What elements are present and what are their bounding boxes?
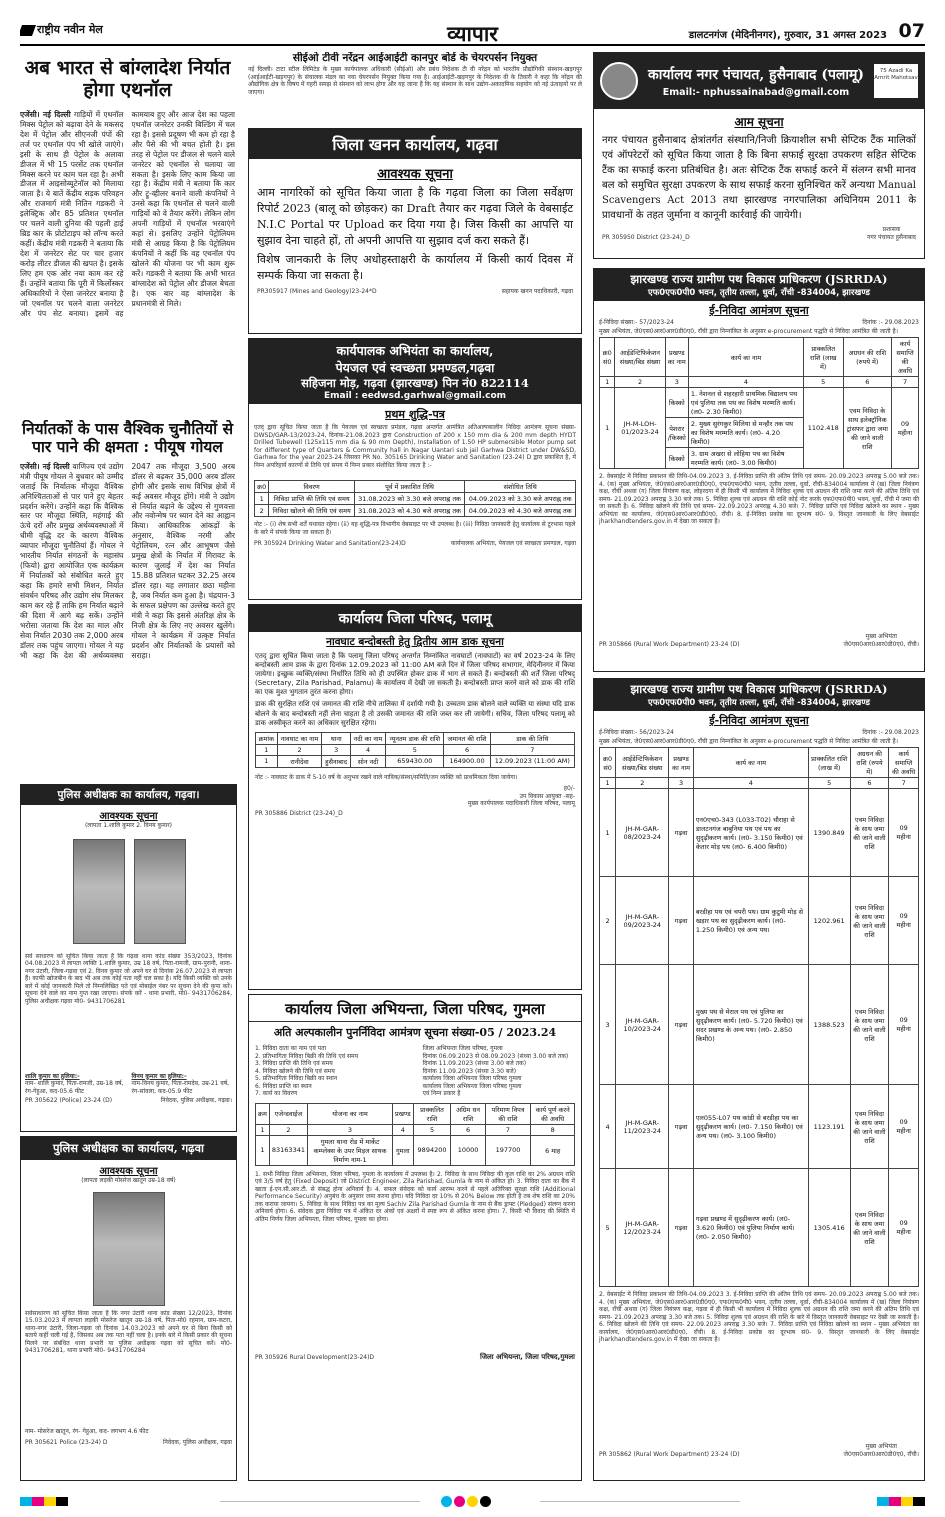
tender-info xyxy=(249,1043,581,1100)
nagar-panchayat-notice xyxy=(593,52,925,259)
color-squares-left xyxy=(20,1494,68,1510)
table-header-row: क्र0 सं0 आईडेन्टिफिकेशन संख्या/बिड संख्या प्रखण्ड का नाम कार्य का नाम प्राक्कलित राशि (लाख में) अग्रधन की राशि (रुपये में) कार्य समाप्ति की अवधि xyxy=(600,748,919,778)
paper-name: राष्ट्रीय नवीन मेल xyxy=(20,22,103,37)
magenta-swatch-icon xyxy=(32,1497,44,1506)
magenta-swatch-icon xyxy=(889,1497,901,1506)
section-title: व्यापार xyxy=(447,21,498,46)
story-ethanol xyxy=(20,58,235,410)
notice-title: अति अल्पकालीन पुनर्निविदा आमंत्रण सूचना संख्या-05 / 2023.24 xyxy=(273,1026,557,1039)
email-link: Email : eedwsd.garhwal@gmail.com xyxy=(323,391,507,401)
notice-title: ई-निविदा आमंत्रण सूचना xyxy=(709,304,809,317)
table-row: पेशरार /किस्को 2. मुख्य सुरंगकुर मिलिया से मन्हौर तक पथ का विशेष मरम्मति कार्य। (ल0- 4.20 किमी0) xyxy=(600,418,919,448)
signatory: कार्यपालक अभियंता, पेयजल एवं स्वच्छता प्रमण्डल, गढ़वा xyxy=(450,540,576,547)
notice-footer xyxy=(594,226,924,241)
office-header: झारखण्ड राज्य ग्रामीण पथ विकास प्राधिकरण (JSRRDA) एफ0एफ0पी0 भवन, तृतीय तल्ला, धुर्वा, राँची -834004, झारखण्ड xyxy=(594,269,924,301)
description-2: विनय कुमार का हुलिया:- नाम-विनय कुमार, पिता-रामदेव, उम्र-21 वर्ष, रंग-सांवला, कद-05.9 फीट xyxy=(131,1072,230,1095)
email-link: Email:- nphussainabad@gmail.com xyxy=(662,86,850,98)
table-row: 3 JH-M-GAR-10/2023-24 गढ़वा मुख्य पथ से मेराल पथ एवं पुलिया का सुदृढ़ीकरण कार्य। (ल0- 5.720 किमी0) एवं सदर प्रखण्ड के अन्य पथ। (ल0- 2.850 किमी0) 1388.523 एवम निविदा के साथ जमा की जाने वाली राशि 09 महीना xyxy=(600,965,919,1085)
divider xyxy=(540,1501,740,1502)
story-body: एजेंसी। नई दिल्ली वाणिज्य एवं उद्योग मंत्री पीयूष गोयल ने बुधवार को उम्मीद जताई कि निर्यातक मौजूदा वैश्विक अनिश्चितताओं से पार पाने हुए बेहतर प्रदर्शन करेंगे। उन्होंने कहा कि वैश्विक स्तर पर मौजूदा स्थिति, महंगाई की ऊंचे दरों और प्रमुख अर्थव्यवस्थाओं में धीमी वृद्धि दर के कारण वैश्विक व्यापार मौजूदा चुनौतियां हैं। गोयल ने भारतीय निर्यात संगठनों के महासंघ (फियो) द्वारा आयोजित एक कार्यक्रम में निर्यातकों को संबोधित करते हुए कहा कि हमारे सभी मिशन, निर्यात संवर्धन परिषद और उद्योग संघ मिलकर काम कर रहे हैं ताकि हम निर्यात बढ़ाने की दिशा में आगे बढ़ सकें। उन्होंने भरोसा जताया कि देश का माल और सेवा निर्यात 2030 तक 2,000 अरब डॉलर तक पहुंच जाएगा। गोयल ने यह भी कहा कि देश की अर्थव्यवस्था 2047 तक मौजूदा 3,500 अरब डॉलर से बढ़कर 35,000 अरब डॉलर होगी और इसके साथ विभिन्न क्षेत्रों में कई अवसर मौजूद होंगे। मंत्री ने उद्योग से निर्यात बढ़ाने के उद्देश्य से गुणवत्ता और नवोन्मेष पर ध्यान देने का आह्वान किया। आधिकारिक आंकड़ों के अनुसार, वैश्विक नरमी और पेट्रोलियम, रत्न और आभूषण जैसे प्रमुख क्षेत्रों के निर्यात में गिरावट के कारण जुलाई में देश का निर्यात 15.88 प्रतिशत घटकर 32.25 अरब डॉलर रहा। यह लगातार छठा महीना है, जब निर्यात कम हुआ है। चंद्रयान-3 के सफल प्रक्षेपण का उल्लेख करते हुए मंत्री ने कहा कि इससे अंतरिक्ष क्षेत्र के निजी क्षेत्र के लिए नए अवसर खुलेंगे। गोयल ने कार्यक्रम में उत्कृष्ट निर्यात प्रदर्शन और निर्यातकों के प्रयासों को सराहा। xyxy=(20,461,235,661)
table-header-row: क्र0 विवरण पूर्व में प्रकाशित तिथि संशोधित तिथि xyxy=(255,481,576,493)
divider xyxy=(220,1501,420,1502)
notice-body: नगर पंचायत हुसैनाबाद क्षेत्रांतर्गत संस्थानि/निजी क्रियाशील सभी सेप्टिक टैंक मालिकों एवं ऑपरेटरों को सूचित किया जाता है कि बिना सफाई सुरक्षा उपकरण सहित सेप्टिक टैंक का सफाई करना प्रतिबंधित है। अतः सेप्टिक टैंक सफाई करने में संलग्न सभी मानव बल को समुचित सुरक्षा उपकरण के साथ सफाई करना सुनिश्चित करें अन्यथा Manual Scavengers Act 2013 तथा झारखण्ड नगरपालिका अधिनियम 2011 के प्रावधानों के तहत जुर्माना व कानूनी कार्रवाई की जायेगी। xyxy=(602,135,916,221)
tender-number: ई-निविदा संख्या:- 56/2023-24 xyxy=(599,729,674,736)
story-goyal xyxy=(20,420,235,780)
notice-body-2: विशेष जानकारी के लिए अधोहस्ताक्षरी के कार्यालय में किसी कार्य दिवस में सम्पर्क किया जा सकता है। xyxy=(257,252,573,282)
tender-terms: 2. वेबसाईट में निविदा प्रकाशन की तिथि-04.09.2023 3. ई-निविदा प्राप्ति की अंतिम तिथि एवं समय- 20.09.2023 अपराह्न 5.00 बजे तक। 4. (क) मुख्य अभियंता, जे0एस0आर0आर0डी0ए0, एफ0एफ0पी0 भवन, तृतीय तल्ला, धुर्वा, राँची-834004 कार्यालय में (ख) जिला नियंत्रण कक्ष, राँची अथवा (ग) जिला नियंत्रण कक्ष, लोहरदगा में ही किसी भी कार्यालय में निविदा शुल्क एवं अग्रधन की राशि जमा करने की अंतिम तिथि एवं समय- 21.09.2023 अपराह्न 3.30 बजे तक। 5. निविदा शुल्क एवं अग्रधन की राशि कोई नोट करके एफ0एफ0पी0 भवन, धुर्वा, राँची में जमा की जा सकती है। 6. निविदा खोलने की तिथि एवं समय- 22.09.2023 अपराह्न 4.30 बजे। 7. निविदा प्राप्ति एवं निविदा खोलने का स्थान - मुख्य अभियंता का कार्यालय, जे0एस0आर0आर0डी0ए0, राँची। 8. ई-निविदा प्रकोष्ठ का दूरभाष सं0- 9. विस्तृत जानकारी के लिए वेबसाईट jharkhandtenders.gov.in में देखा जा सकता है। xyxy=(599,473,919,525)
ref-code: PR 305924 Drinking Water and Sanitation(23-24)D xyxy=(254,540,406,547)
police-notice-2 xyxy=(20,1136,237,1481)
cyan-swatch-icon xyxy=(20,1497,32,1506)
tender-date: दिनांक :- 29.08.2023 xyxy=(862,729,919,736)
gumla-tender-notice xyxy=(248,994,582,1481)
tender-number: ई-निविदा संख्या:- 57/2023-24 xyxy=(599,319,674,326)
info-row: 7. कार्य का विवरण एवं निम्न प्रकार है xyxy=(255,1090,461,1097)
notice-body: एतद् द्वारा सूचित किया जाता है कि पेयजल एवं स्वच्छता प्रमंडल, गढ़वा अन्तर्गत आमंत्रित अतिअल्पकालीन निविदा आमंत्रण सूचना संख्या-DWSD/GAR-13/2023-24, दिनांक-21.08.2023 द्वारा Construction of 200 x 150 mm dia & 200 mm depth HYDT Drilled Tubewell (125x115 mm dia & 90 mm Depth), Installation of 1.50 HP submersible Motor pump set for different type of Quarters & Community hall in Nagar Uantari sub jail Garhwa District under DW&SD, Garhwa for the year 2023-24 जिसका PR No. 305165 Drinking Water and Sanitation (23-24) D द्वारा प्रकाशित है, में निम्न अपरिहार्य कारणों से तिथि एवं समय में निम्न प्रकार संशोधित किया जाता है :- xyxy=(254,424,576,469)
notice-footer xyxy=(594,1443,924,1458)
tender-intro: मुख्य अभियंता, जे0एस0आर0आर0डी0ए0, राँची द्वारा निम्नांकित के अनुसार e-procurement पद्धति से निविदा आमंत्रित की जाती है। xyxy=(599,737,898,745)
story-body: एजेंसी। नई दिल्ली गाड़ियों में एथनॉल मिक्स पेट्रोल को बढ़ावा देने के मकसद देश में पेट्रोल और सीएनजी पंपों की तर्ज पर एथनॉल पंप भी खोले जाएंगे। इसी के साथ ही पेट्रोल के अलावा डीजल में भी 15 परसेंट तक एथनॉल मिक्स करने पर काम चल रहा है। अभी डीजल में आइसोब्यूटेनॉल को मिलाया जाता है। ये बातें केंद्रीय सड़क परिवहन और राजमार्ग मंत्री नितिन गडकरी ने इलेक्ट्रिक और 85 प्रतिशत एथनॉल पर चलने वाली दुनिया की पहली हाई ब्रिड कार के प्रोटोटाइप को लॉन्च करते कहीं। केंद्रीय मंत्री गडकरी ने बताया कि देश में जनरेटर सेट पर चार हजार करोड़ लीटर डीजल की खपत है। इसके लिए हम एक ओर नया काम कर रहे हैं। उन्होंने बताया कि पूरी में किर्लोस्कर अधिकारियों ने ऐसा जनरेटर बनाया है जो एथनॉल पर चलने वाला जनरेटर और पंप सेट बनाया। इसमें वह कामयाब हुए और आज देश का पहला एथनॉल जनरेटर उनकी बिल्डिंग में चल रहा है। इससे प्रदूषण भी कम हो रहा है और पैसे की भी बचत होती है। इस तरह से पेट्रोल पर डीजल से चलने वाले जनरेटर को एथनॉल से चलाया जा सकता है। इसके लिए काम किया जा रहा है। केंद्रीय मंत्री ने बताया कि कार और ट्रू-व्हीलर बनाने वाली कंपनियों ने उनसे कहा कि एथनॉल से चलने वाली गाड़ियों को वे तैयार करेंगे। लेकिन लोग अपनी गाड़ियों में एथनॉल भरवाएंगे कहां से। इसलिए उन्होंने पेट्रोलियम मंत्री से आग्रह किया है कि पेट्रोलियम कंपनियों ने कहीं कि वह एथनॉल पंप खोलने की योजना पर भी काम शुरू करें। गडकरी ने बताया कि अभी भारत बांग्लादेश को पेट्रोल और डीजल बेचता है। एक बार वह बांग्लादेश के प्रधानमंत्री से मिले। xyxy=(20,109,235,319)
story-headline: निर्यातकों के पास वैश्विक चुनौतियों से पार पाने की क्षमता : पीयूष गोयल xyxy=(21,420,234,456)
ref-code: PR 305622 (Police) 23-24 (D) xyxy=(25,1097,113,1104)
signatory: मुख्य अभियंता जे0एस0आर0आर0डी0ए0, राँची। xyxy=(843,1443,919,1458)
office-title: पुलिस अधीक्षक का कार्यालय, गढ़वा xyxy=(21,1137,236,1160)
description: नाम- मोसरेज खातून, रंग- गेहुआ, कद- लगभग 4.6 फीट xyxy=(25,1427,149,1435)
tender-terms: 1. सभी निविदा जिला अभियन्ता, जिला परिषद, गुमला के कार्यालय में उपलब्ध है। 2. निविदा के साथ निविदा की कुल राशि का 2% अग्रधन राशि एवं 3/5 वर्ष हेतु (Fixed Deposit) जो District Engineer, Zila Parishad, Gumla के नाम से अंकित हो। 3. निविदा दाता का बैंक में खाता ई-एन.सी.आर.टी. से संबद्ध होना अनिवार्य है। 4. सफल संवेदक को कार्य आरम्भ करने से पहले अतिरिक्त सुरक्षा राशि (Additional Performance Security) अनुबंध के अनुसार जमा करना होगा। यदि निविदा दर 10% से 20% Below तक होती है तब शेष राशि का 20% तक कराया जायगा। 5. निविदा के साथ निविदा पत्र का मूल्य Sachiv Zila Parishad Gumla के नाम से बैंक ड्राफ्ट (Pledged) संलग्न करना अनिवार्य होगा। 6. संवेदक द्वारा निविदा पत्र में अंकित दर अंकों एवं अक्षरों में स्पष्ट रूप से अंकित करना होगा। 7. किसी भी विवाद की स्थिति में अंतिम निर्णय जिला अभियन्ता, जिला परिषद, गुमला का होगा। xyxy=(255,1170,575,1223)
table-row: 5 JH-M-GAR-12/2023-24 गढ़वा गढ़वा प्रखण्ड में सुदृढ़ीकरण कार्य। (ल0- 3.620 किमी0) एवं पुलिया निर्माण कार्य। (ल0- 2.050 किमी0) 1305.416 एवम निविदा के साथ जमा की जाने वाली राशि 09 महीना xyxy=(600,1169,919,1287)
notice-title: आवश्यक सूचना xyxy=(99,1166,158,1177)
notice-title: प्रथम शुद्धि-पत्र xyxy=(385,408,445,421)
notice-footer xyxy=(249,538,581,550)
signatory: ह0/- उप विकास आयुक्त -सह- मुख्य कार्यपालक पदाधिकारी जिला परिषद, पलामू xyxy=(467,785,575,808)
notice-title: आवश्यक सूचना xyxy=(377,167,453,182)
eedws-corrigendum xyxy=(248,338,582,600)
cyan-swatch-icon xyxy=(877,1497,889,1506)
description-row xyxy=(21,1071,236,1098)
dateline: डालटनगंज (मेदिनीनगर), गुरुवार, 31 अगस्त 2023 xyxy=(688,30,887,41)
story-headline: सीईओ टीवी नरेंद्रन आईआईटी कानपुर बोर्ड के चेयरपर्सन नियुक्त xyxy=(292,52,538,64)
info-row: 1. निविदा दाता का नाम एवं पता जिला अभियन्ता जिला परिषद, गुमला xyxy=(255,1045,503,1052)
office-header: झारखण्ड राज्य ग्रामीण पथ विकास प्राधिकरण (JSRRDA) एफ0एफ0पी0 भवन, तृतीय तल्ला, धुर्वा, राँची -834004, झारखण्ड xyxy=(594,679,924,711)
office-header xyxy=(594,53,924,109)
table-row: 1 JH-M-LOH-01/2023-24 किस्को 1. नेशनल से शहरहारी प्राथमिक विद्यालय पथ एवं पुलिया तक पथ का विशेष मरम्मति कार्य। (ल0- 2.30 किमी0) 1102.418 एवम निविदा के साथ इलेक्ट्रॉनिक ट्रांसफर द्वारा जमा की जाने वाली राशि 09 महीना xyxy=(600,388,919,418)
missing-person-photo-2 xyxy=(134,839,186,944)
notice-footer xyxy=(21,1097,236,1105)
notice-title: आवश्यक सूचना xyxy=(99,811,158,822)
photo-row xyxy=(21,1188,236,1310)
missing-person-photo-1 xyxy=(73,839,125,944)
signatory: प्रशासक नगर पंचायत हुसैनाबाद xyxy=(867,226,916,241)
info-row: 5. प्रतिभागिता निविदा बिक्री का स्थान कार्यालय जिला अभियन्ता जिला परिषद गुमला xyxy=(255,1075,522,1082)
table-row: किस्को 3. ग्राम अखरा से लोहिया पथ का विशेष मरम्मति कार्य। (ल0- 3.00 किमी0) xyxy=(600,448,919,469)
ref-code: PR 305926 Rural Development(23-24)D xyxy=(255,1354,375,1362)
ref-code: PR 305866 (Rural Work Department) 23-24 (D) xyxy=(599,640,740,648)
table-row: 1 83163341 गुमला थाना रोड में मार्केट कम्प्लेक्स के उपर मिड़ल सायक निर्माण नाम-1 गुमला 9894200 10000 197700 6 माह xyxy=(256,1135,575,1165)
notes: नोट :- (i) शेष सभी शर्तें यथावत रहेगा। (ii) यह शुद्धि-पत्र विभागीय वेबसाइट पर भी उपलब्ध है। (iii) निविदा जानकारी हेतु कार्यालय से टूरभास पहले के बारे में संपर्क किया जा सकता है। xyxy=(254,521,576,536)
office-title: पुलिस अधीक्षक का कार्यालय, गढ़वा। xyxy=(21,785,236,805)
office-title: कार्यालय जिला परिषद, पलामू xyxy=(249,605,581,632)
info-row: 2. प्रतिभागिता निविदा बिक्री की तिथि एवं समय दिनांक 06.09.2023 से 08.09.2023 (संध्या 3.00 बजे तक) xyxy=(255,1052,569,1060)
table-row: 1 निविदा प्राप्ति की तिथि एवं समय 31.08.2023 को 3.30 बजे अपराह्न तक 04.09.2023 को 3.30 बजे अपराह्न तक xyxy=(255,493,576,505)
tender-intro: मुख्य अभियंता, जे0एस0आर0आर0डी0ए0, राँची द्वारा निम्नांकित के अनुसार e-procurement पद्धति से निविदा आमंत्रित की जाती है। xyxy=(599,327,898,335)
story-dateline: एजेंसी। नई दिल्ली xyxy=(20,109,71,119)
table-row: 2 JH-M-GAR-09/2023-24 गढ़वा बरडीहा पथ एवं चपरी पथ। ग्राम कुटुमी मोड़ से खड़ार पथ का सुदृढ़ीकरण कार्य। (ल0- 1.250 किमी0) एवं अन्य पथ। 1202.961 एवम निविदा के साथ जमा की जाने वाली राशि 09 महीना xyxy=(600,877,919,965)
signatory: निवेदक, पुलिस अधीक्षक, गढ़वा। xyxy=(160,1097,232,1104)
office-header: कार्यपालक अभियंता का कार्यालय, पेयजल एवं स्वच्छता प्रमण्डल,गढ़वा सहिजना मोड़, गढ़वा (झारखण्ड) पिन नं0 822114 Email : eedwsd.garhwal@gmail.com xyxy=(249,339,581,404)
notice-body: आम नागरिकों को सूचित किया जाता है कि गढ़वा जिला का जिला सर्वेक्षण रिपोर्ट 2023 (बालू को छोड़कर) का Draft तैयार कर गढ़वा जिले के वेबसाईट N.I.C Portal पर Upload कर दिया गया है। जिस किसी का आपत्ति या सुझाव देना चाहते हों, तो अपनी आपत्ति या सुझाव दर्ज करा सकते हैं। xyxy=(257,186,573,247)
page-number: 07 xyxy=(898,20,925,42)
tender-date: दिनांक :- 29.08.2023 xyxy=(862,319,919,326)
notice-body: सर्व साधारण को सूचित किया जाता है कि गढ़वा थाना कांड संख्या 353/2023, दिनांक 04.08.2023 में लापता व्यक्ति 1.शालि कुमार, उम्र 18 वर्ष, पिता-रामजी, ग्राम-पुरानी, थाना-नगर उंटारी, जिला-गढ़वा एवं 2. विनय कुमार जो अपने घर से दिनांक 26.07.2023 से लापता हैं। काफी खोजबीन के बाद भी अब तक कोई पता नहीं चल सका है। यदि किसी व्यक्ति को उनके बारे में कोई जानकारी मिले तो निम्नलिखित पते एवं मोबाईल नंबर पर सूचना देने की कृपा करें। सूचना देने वाले का नाम गुप्त रखा जाएगा। संपर्क करें - थाना प्रभारी, मो0- 9431706284, पुलिस अधीक्षक गढ़वा मो0- 9431706281 xyxy=(25,952,232,1005)
table-header-row: क्रमांक नावघाट का नाम थाना नदी का नाम न्यूनतम डाक की राशि जमानत की राशि डाक की तिथि xyxy=(256,732,575,744)
yellow-swatch-icon xyxy=(44,1497,56,1506)
registration-dots xyxy=(440,1494,492,1510)
masthead xyxy=(20,20,925,46)
notice-footer xyxy=(594,633,924,648)
info-row: 4. निविदा खोलने की तिथि एवं समय दिनांक 11.09.2023 (संध्या 3.30 बजे) xyxy=(255,1067,517,1075)
jsrrda-tender-56 xyxy=(593,678,925,1481)
table-index-row: 1 2 3 4 5 6 7 8 xyxy=(256,1124,575,1135)
photo-row xyxy=(21,833,236,953)
table-index-row: 1 2 3 4 5 6 7 xyxy=(600,778,919,789)
signatory: निवेदक, पुलिस अधीक्षक, गढ़वा xyxy=(162,1439,232,1446)
story-dateline: एजेंसी। नई दिल्ली xyxy=(20,461,70,471)
ref-code: PR305917 (Mines and Geology)23-24*D xyxy=(257,287,377,295)
table-row: 1 JH-M-GAR-08/2023-24 गढ़वा एन0एच0-343 (L033-T02) चौराहा से डालटनगंज बाबुनिया पथ एवं पथ का सुदृढ़ीकरण कार्य। (ल0- 3.150 किमी0) एवं केतार मोड़ पथ (ल0- 6.400 किमी0) 1390.849 एवम निविदा के साथ जमा की जाने वाली राशि 09 महीना xyxy=(600,789,919,877)
schedule-table xyxy=(249,478,581,519)
tender-meta xyxy=(594,318,924,328)
black-swatch-icon xyxy=(913,1497,925,1506)
print-registration-bar xyxy=(20,1494,925,1510)
black-dot-icon xyxy=(480,1496,491,1507)
story-body: नई दिल्ली। टाटा स्टील लिमिटेड के मुख्य कार्यपालक अधिकारी (सीईओ) और प्रबंध निदेशक टी वी नरेंद्रन को भारतीय प्रौद्योगिकी संस्थान-खड़गपुर (आईआईटी-खड़गपुर) के संचालक मंडल का नया चेयरपर्सन नियुक्त किया गया है। आईआईटी-खड़गपुर के निदेशक वी के तिवारी ने कहा कि नरेंद्रन की औद्योगिक क्षेत्र के विषय में गहरी समझ से संस्थान को लाभ होगा और यह जाना हैं कि यह संस्थान के साथ उद्योग-अकादमिक सहयोग को नई ऊंचाइयों पर ले जाएगा। xyxy=(248,66,582,96)
notice-title: नावघाट बन्दोबस्ती हेतु द्वितीय आम डाक सूचना xyxy=(326,636,504,648)
table-row: 1 रानीदेवा हुसैनाबाद सोन नदी 659430.00 164900.00 12.09.2023 (11:00 AM) xyxy=(256,755,575,767)
cyan-dot-icon xyxy=(441,1496,452,1507)
notice-title: आम सूचना xyxy=(734,115,784,129)
works-table xyxy=(594,745,924,1289)
signatory: मुख्य अभियंता जे0एस0आर0आर0डी0ए0, राँची। xyxy=(843,633,919,648)
notice-footer xyxy=(249,284,581,300)
amrit-mahotsav-logo-icon: 75 Azadi Ka Amrit Mahotsav xyxy=(874,64,918,98)
table-row: 2 निविदा खोलने की तिथि एवं समय 31.08.2023 को 4.30 बजे अपराह्न तक 04.09.2023 को 4.30 बजे अपराह्न तक xyxy=(255,505,576,517)
notice-subtitle: (लापता 1.शालि कुमार 2. विनय कुमार) xyxy=(84,822,173,829)
table-row: 4 JH-M-GAR-11/2023-24 गढ़वा एल055-L07 पथ कांडी से बरडीहा पथ का सुदृढ़ीकरण कार्य। (ल0- 7.150 किमी0) एवं अन्य पथ। (ल0- 3.100 किमी0) 1123.191 एवम निविदा के साथ जमा की जाने वाली राशि 09 महीना xyxy=(600,1085,919,1169)
notice-footer xyxy=(249,1351,581,1364)
jsrrda-tender-57 xyxy=(593,268,925,672)
office-title: कार्यालय जिला अभियन्ता, जिला परिषद, गुमला xyxy=(249,995,581,1022)
info-row: 6. निविदा प्राप्ति का स्थान कार्यालय जिला अभियन्ता जिला परिषद गुमला xyxy=(255,1082,522,1090)
table-header-row: क्रम एजेन्डवाईज योजना का नाम प्रखण्ड प्राक्कलित राशि अग्रिम धन राशि परिमाण विपत्र की राशि कार्य पूर्ण करने की अवधि xyxy=(256,1103,575,1124)
color-squares-right xyxy=(877,1494,925,1510)
missing-person-photo xyxy=(93,1192,165,1306)
office-title: कार्यालय नगर पंचायत, हुसैनाबाद (पलामू) xyxy=(647,66,865,83)
table-index-row: 1 2 3 4 5 6 7 xyxy=(600,377,919,388)
magenta-dot-icon xyxy=(454,1496,465,1507)
notice-body: एतद् द्वारा सूचित किया जाता है कि पलामू जिला परिषद् अन्तर्गत निम्नांकित नावघाटों (नावघाटों) का वर्ष 2023-24 के लिए बन्दोबस्ती आम डाक के द्वारा दिनांक 12.09.2023 को 11:00 AM बजे दिन में जिला परिषद सभागार, मेदिनीनगर में किया जायेगा। इच्छुक व्यक्ति/संस्था निर्धारित तिथि को ही उपस्थित होकर डाक में भाग ले सकते हैं। बन्दोबस्ती की शर्तें जिला परिषद् (Secretary, Zila Parishad, Palamu) के कार्यालय में देखी जा सकती है। बन्दोबस्ती प्राप्त करने वाले को डाक की राशि का एक मुश्त भुगतान तुरंत करना होगा। xyxy=(255,652,575,697)
emblem-icon xyxy=(600,62,638,100)
yellow-swatch-icon xyxy=(901,1497,913,1506)
ref-code: PR 305886 District (23-24)_D xyxy=(255,809,343,817)
tender-meta xyxy=(594,728,924,738)
black-swatch-icon xyxy=(56,1497,68,1506)
table-header-row: क्र0 सं0 आईडेन्टिफिकेशन संख्या/बिड संख्या प्रखण्ड का नाम कार्य का नाम प्राक्कलित राशि (लाख में) अग्रधन की राशि (रुपये में) कार्य समाप्ति की अवधि xyxy=(600,338,919,377)
info-row: 3. निविदा प्राप्ति की तिथि एवं समय दिनांक 11.09.2023 (संध्या 3.00 बजे तक) xyxy=(255,1060,527,1067)
table-index-row: 1 2 3 4 5 6 7 xyxy=(256,744,575,755)
description-1: शालि कुमार का हुलिया:- नाम- शालि कुमार, पिता-रामजी, उम्र-18 वर्ष, रंग-गेहुआ, कद-05.6 फीट xyxy=(25,1072,124,1095)
notice-footer xyxy=(21,1437,236,1449)
office-title: जिला खनन कार्यालय, गढ़वा xyxy=(249,129,581,159)
signatory: जिला अभियन्ता, जिला परिषद,गुमला xyxy=(480,1352,575,1361)
mining-notice xyxy=(248,128,582,334)
story-ceo xyxy=(248,52,582,124)
tender-terms: 2. वेबसाईट में निविदा प्रकाशन की तिथि-04.09.2023 3. ई-निविदा प्राप्ति की अंतिम तिथि एवं समय- 20.09.2023 अपराह्न 5.00 बजे तक। 4. (क) मुख्य अभियंता, जे0एस0आर0आर0डी0ए0, एफ0एफ0पी0 भवन, तृतीय तल्ला, धुर्वा, राँची-834004 कार्यालय में (ख) जिला नियंत्रण कक्ष, राँची अथवा (ग) जिला नियंत्रण कक्ष, गढ़वा में ही किसी भी कार्यालय में निविदा शुल्क एवं अग्रधन की राशि जमा करने की अंतिम तिथि एवं समय- 21.09.2023 अपराह्न 3.30 बजे तक। 5. निविदा शुल्क एवं अग्रधन की राशि के बारे में विस्तृत जानकारी वेबसाइट पर देखी जा सकती है। 6. निविदा खोलने की तिथि एवं समय- 22.09.2023 अपराह्न 3.30 बजे। 7. निविदा प्राप्ति एवं निविदा खोलने का स्थान - मुख्य अभियंता का कार्यालय, जे0एस0आर0आर0डी0ए0, राँची। 8. ई-निविदा प्रकोष्ठ का दूरभाष सं0- 9. विस्तृत जानकारी के लिए वेबसाईट jharkhandtenders.gov.in में देखा जा सकता है। xyxy=(599,1291,919,1343)
works-table xyxy=(594,335,924,471)
notice-subtitle: (लापता लड़की मोसरेज खातून उम्र-18 वर्ष) xyxy=(81,1177,176,1184)
signatory: सहायक खनन पदाधिकारी, गढ़वा xyxy=(501,287,573,295)
ref-code: PR 305950 District (23-24)_D xyxy=(602,233,690,241)
work-table xyxy=(249,1100,581,1169)
note: नोट :- नावघाट के डाक में 5-10 वर्ष के अनुभव रखने वाले नाविक/संस्था/समिति/जन व्यक्ति को प्राथमिकता दिया जायेगा। xyxy=(255,773,518,781)
ref-code: PR 305621 Police (23-24) D xyxy=(25,1439,108,1446)
notice-body-2: डाक की सुरक्षित राशि एवं जमानत की राशि नीचे तालिका में दर्शायी गयी है। उच्चतम डाक बोलने वाले व्यक्ति या संस्था यदि डाक बोलने के बाद बन्दोबस्ती नहीं लेना चाहता है तो उसकी जमानत की राशि जब्त कर ली जायेगी। सचिव, जिला परिषद पलामू को डाक अस्वीकृत करने का अधिकार सुरक्षित रहेगा। xyxy=(255,700,575,727)
notice-title: ई-निविदा आमंत्रण सूचना xyxy=(709,714,809,727)
yellow-dot-icon xyxy=(467,1496,478,1507)
zila-parishad-notice xyxy=(248,604,582,990)
story-headline: अब भारत से बांग्लादेश निर्यात होगा एथनॉल xyxy=(24,58,231,101)
ghat-table xyxy=(249,728,581,772)
police-notice-1 xyxy=(20,784,237,1132)
notice-body: सर्वसाधारण को सूचित किया जाता है कि नगर उंटारी थाना कांड संख्या 12/2023, दिनांक 15.03.2023 में लापता लड़की मोसरेज खातून उम्र-18 वर्ष, पिता-मो0 रहमान, ग्राम-कटरा, थाना-नगर उंटारी, जिला-गढ़वा जो दिनांक 14.03.2023 को अपने घर से बिना किसी को बताये कहीं चली गई है, जिसका अब तक पता नहीं चला है। इनके बारे में किसी प्रकार की सूचना मिलने पर संबंधित थाना प्रभारी या पुलिस अधीक्षक गढ़वा को सूचित करें। मो0- 9431706281, थाना प्रभारी मो0- 9431706284 xyxy=(25,1309,232,1354)
ref-code: PR 305862 (Rural Work Department) 23-24 (D) xyxy=(599,1450,740,1458)
